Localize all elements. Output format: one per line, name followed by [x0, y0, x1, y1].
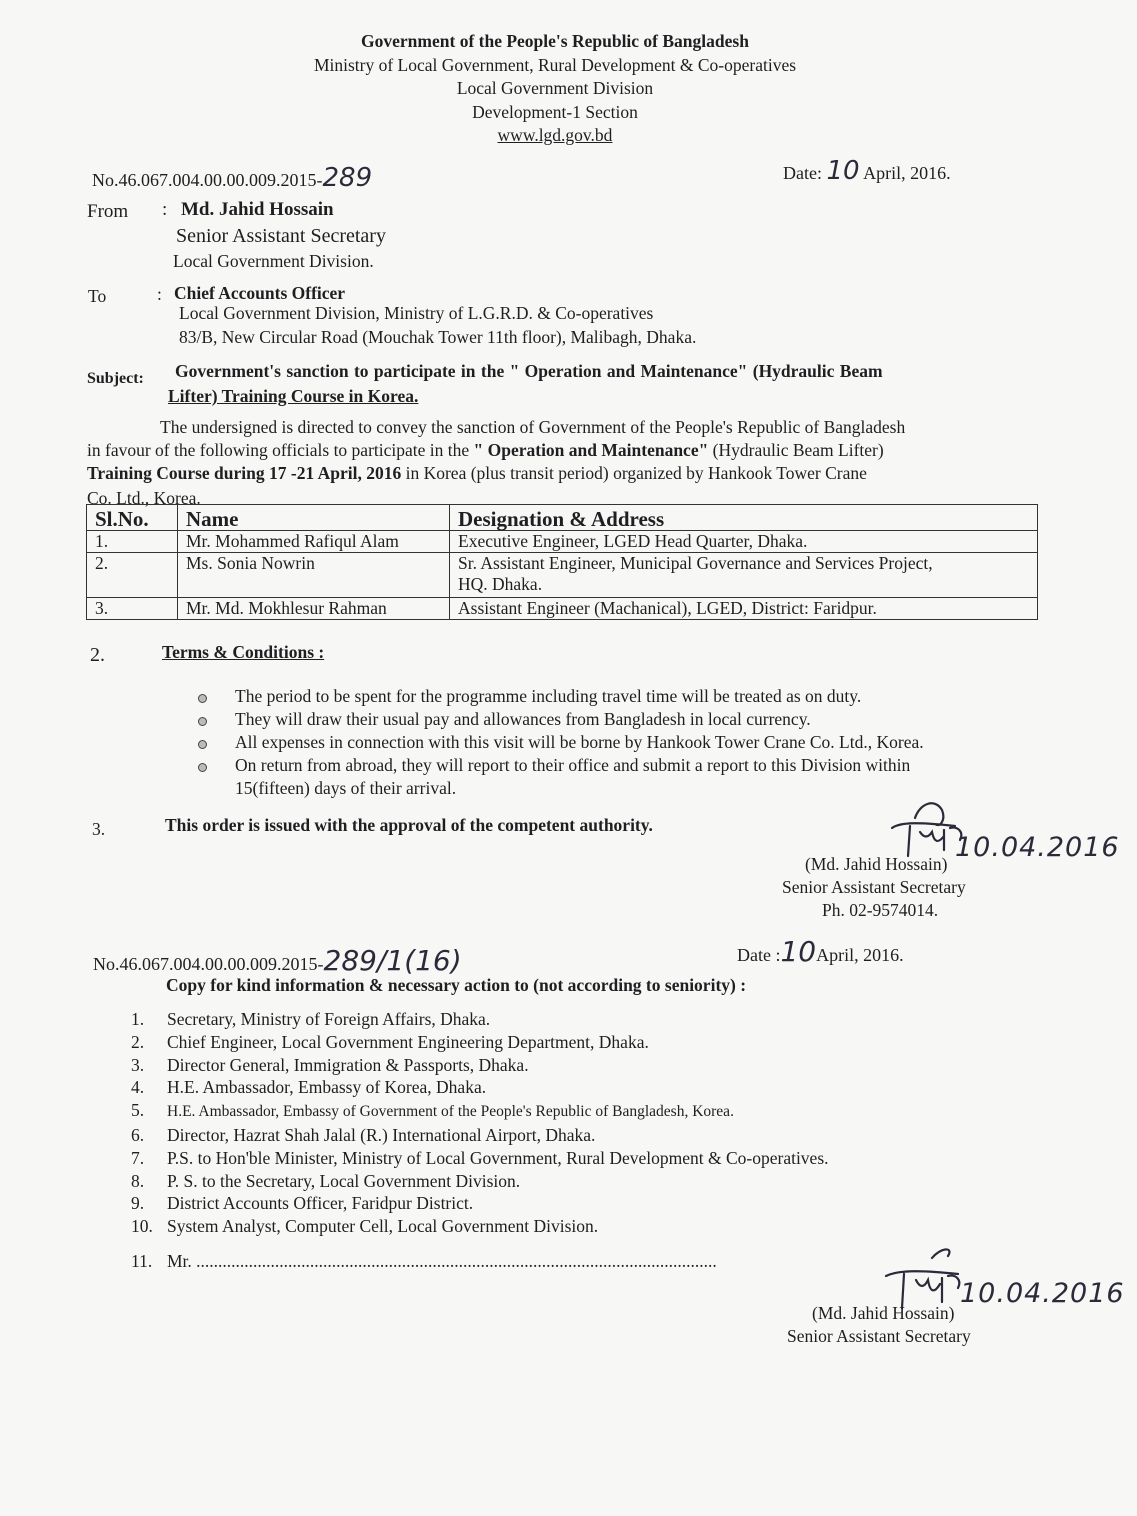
signature-2-name: (Md. Jahid Hossain)	[812, 1303, 955, 1323]
terms-item	[196, 754, 1046, 777]
subject-line1: Government's sanction to participate in the " Operation and Maintenance" (Hydraulic Beam	[175, 361, 883, 381]
signature-1-phone: Ph. 02-9574014.	[822, 900, 939, 920]
website-link[interactable]: www.lgd.gov.bd	[497, 125, 613, 145]
list-item	[131, 1076, 829, 1099]
copy-memo-number-handwritten: 289/1(16)	[323, 944, 462, 977]
to-address-line2: 83/B, New Circular Road (Mouchak Tower 11th floor), Malibagh, Dhaka.	[179, 327, 697, 347]
terms-list	[196, 685, 1046, 800]
list-item-text: Mr. .......................................................................................................................	[167, 1250, 717, 1271]
terms-item-text: On return from abroad, they will report to their office and submit a report to this Division within	[235, 755, 911, 775]
table-row	[87, 553, 1038, 598]
government-name: Government of the People's Republic of Bangladesh	[361, 31, 749, 51]
signature-1-title: Senior Assistant Secretary	[782, 877, 966, 897]
list-item-number: 11.	[131, 1250, 153, 1271]
terms-item-text: They will draw their usual pay and allowances from Bangladesh in local currency.	[235, 709, 811, 729]
terms-item-text: All expenses in connection with this visit will be borne by Hankook Tower Crane Co. Ltd., Korea.	[235, 732, 924, 752]
list-item	[131, 1124, 829, 1147]
to-label: To	[88, 286, 107, 306]
list-item-number: 9.	[131, 1193, 145, 1214]
approval-text: This order is issued with the approval of the competent authority.	[165, 815, 653, 835]
copy-memo-number-prefix: No.46.067.004.00.00.009.2015-	[93, 954, 324, 974]
list-item-number: 4.	[131, 1077, 145, 1098]
memo-date-handwritten: 10	[826, 156, 860, 186]
terms-item	[196, 685, 1046, 708]
body-line2-start: in favour of the following officials to participate in the	[87, 440, 474, 460]
memo-date	[783, 155, 951, 189]
list-item-number: 8.	[131, 1170, 145, 1191]
list-item-text: H.E. Ambassador, Embassy of Government of the People's Republic of Bangladesh, Korea.	[167, 1103, 734, 1121]
list-item-text: P. S. to the Secretary, Local Government Division.	[167, 1170, 521, 1191]
row3-designation: Assistant Engineer (Machanical), LGED, District: Faridpur.	[450, 598, 1038, 620]
row1-name: Mr. Mohammed Rafiqul Alam	[178, 531, 450, 553]
ministry-name: Ministry of Local Government, Rural Development & Co-operatives	[313, 54, 797, 75]
bullet-icon	[198, 740, 207, 749]
copy-memo-date	[737, 934, 904, 970]
table-row	[87, 531, 1038, 553]
list-item	[131, 1192, 829, 1215]
memo-date-rest: April, 2016.	[863, 163, 951, 183]
body-line2-bold: " Operation and Maintenance"	[473, 440, 709, 460]
row2-designation	[450, 553, 1038, 598]
list-item	[131, 1008, 829, 1031]
to-name: Chief Accounts Officer	[174, 283, 346, 303]
row2-name: Ms. Sonia Nowrin	[178, 553, 450, 598]
list-item-number: 7.	[131, 1147, 145, 1168]
memo-date-label: Date:	[783, 163, 822, 183]
terms-item	[196, 731, 1046, 754]
copy-memo-date-handwritten: 10	[780, 935, 817, 968]
row2-designation-line2: HQ. Dhaka.	[458, 574, 543, 594]
row2-designation-line1: Sr. Assistant Engineer, Municipal Governance and Services Project,	[458, 553, 933, 573]
list-item-text: Director General, Immigration & Passports, Dhaka.	[167, 1054, 529, 1075]
table-header-row	[87, 505, 1038, 531]
row2-slno: 2.	[87, 553, 178, 598]
section-name: Development-1 Section	[472, 101, 638, 122]
body-line3-rest: in Korea (plus transit period) organized by Hankook Tower Crane	[401, 463, 867, 483]
list-item-text: P.S. to Hon'ble Minister, Ministry of Local Government, Rural Development & Co-operatives.	[167, 1147, 829, 1168]
list-item	[131, 1054, 829, 1077]
copy-list	[131, 1008, 829, 1273]
copy-memo-date-rest: April, 2016.	[816, 945, 904, 965]
bullet-icon	[198, 694, 207, 703]
list-item-number: 1.	[131, 1009, 145, 1029]
row1-designation: Executive Engineer, LGED Head Quarter, Dhaka.	[450, 531, 1038, 553]
body-line2-end: (Hydraulic Beam Lifter)	[708, 440, 884, 460]
list-item-text: District Accounts Officer, Faridpur District.	[167, 1193, 474, 1214]
bullet-icon	[198, 763, 207, 772]
copy-heading: Copy for kind information & necessary action to (not according to seniority) :	[166, 975, 747, 995]
letterhead	[280, 30, 830, 148]
list-item	[131, 1250, 829, 1273]
subject-line2: Lifter) Training Course in Korea.	[168, 386, 419, 406]
copy-memo-date-label: Date :	[737, 945, 781, 965]
from-colon: :	[162, 199, 168, 220]
memo-number	[92, 162, 372, 196]
terms-item-text: The period to be spent for the programme including travel time will be treated as on duty.	[235, 686, 862, 706]
from-label: From	[87, 201, 129, 222]
list-item-text: System Analyst, Computer Cell, Local Government Division.	[167, 1216, 599, 1237]
approval-number: 3.	[92, 819, 106, 839]
list-item-number: 2.	[131, 1031, 145, 1052]
terms-item-text: 15(fifteen) days of their arrival.	[235, 778, 457, 798]
list-item-text: H.E. Ambassador, Embassy of Korea, Dhaka.	[167, 1077, 487, 1098]
terms-item-continued	[196, 777, 1046, 800]
list-item-text: Chief Engineer, Local Government Engineering Department, Dhaka.	[167, 1031, 649, 1052]
to-address-line1: Local Government Division, Ministry of L.G.R.D. & Co-operatives	[179, 303, 654, 323]
body-line3	[87, 462, 867, 485]
signature-2-title: Senior Assistant Secretary	[787, 1326, 971, 1346]
list-item	[131, 1215, 829, 1238]
signature-2-date: 10.04.2016	[960, 1278, 1125, 1309]
list-item-number: 10.	[131, 1216, 153, 1237]
header-slno: Sl.No.	[87, 505, 178, 531]
body-line4: Co. Ltd., Korea.	[87, 488, 201, 508]
from-office: Local Government Division.	[173, 251, 374, 271]
to-colon: :	[157, 284, 162, 304]
list-item	[131, 1170, 829, 1193]
list-item-number: 3.	[131, 1054, 145, 1075]
list-item-text: Secretary, Ministry of Foreign Affairs, Dhaka.	[167, 1009, 491, 1029]
list-item-number: 5.	[131, 1100, 145, 1121]
list-item	[131, 1099, 829, 1124]
table-row	[87, 598, 1038, 620]
from-name: Md. Jahid Hossain	[181, 199, 334, 220]
header-designation: Designation & Address	[450, 505, 1038, 531]
row3-slno: 3.	[87, 598, 178, 620]
terms-item	[196, 708, 1046, 731]
officials-table	[86, 504, 1038, 620]
list-item	[131, 1147, 829, 1170]
subject-label: Subject:	[87, 370, 144, 387]
body-line2	[87, 439, 884, 462]
list-item-number: 6.	[131, 1124, 145, 1145]
terms-title: Terms & Conditions :	[162, 642, 325, 662]
terms-number: 2.	[90, 644, 105, 666]
memo-number-prefix: No.46.067.004.00.00.009.2015-	[92, 170, 323, 190]
row3-name: Mr. Md. Mokhlesur Rahman	[178, 598, 450, 620]
list-item-text: Director, Hazrat Shah Jalal (R.) International Airport, Dhaka.	[167, 1124, 596, 1145]
header-name: Name	[178, 505, 450, 531]
body-line3-bold: Training Course during 17 -21 April, 2016	[87, 463, 402, 483]
division-name: Local Government Division	[456, 78, 654, 98]
memo-number-handwritten: 289	[322, 163, 373, 193]
signature-1-name: (Md. Jahid Hossain)	[805, 854, 948, 874]
signature-1-date: 10.04.2016	[955, 832, 1120, 863]
row1-slno: 1.	[87, 531, 178, 553]
list-item	[131, 1031, 829, 1054]
body-line1: The undersigned is directed to convey the sanction of Government of the People's Republic of Bangladesh	[160, 417, 906, 437]
bullet-icon	[198, 717, 207, 726]
from-title: Senior Assistant Secretary	[176, 225, 386, 247]
